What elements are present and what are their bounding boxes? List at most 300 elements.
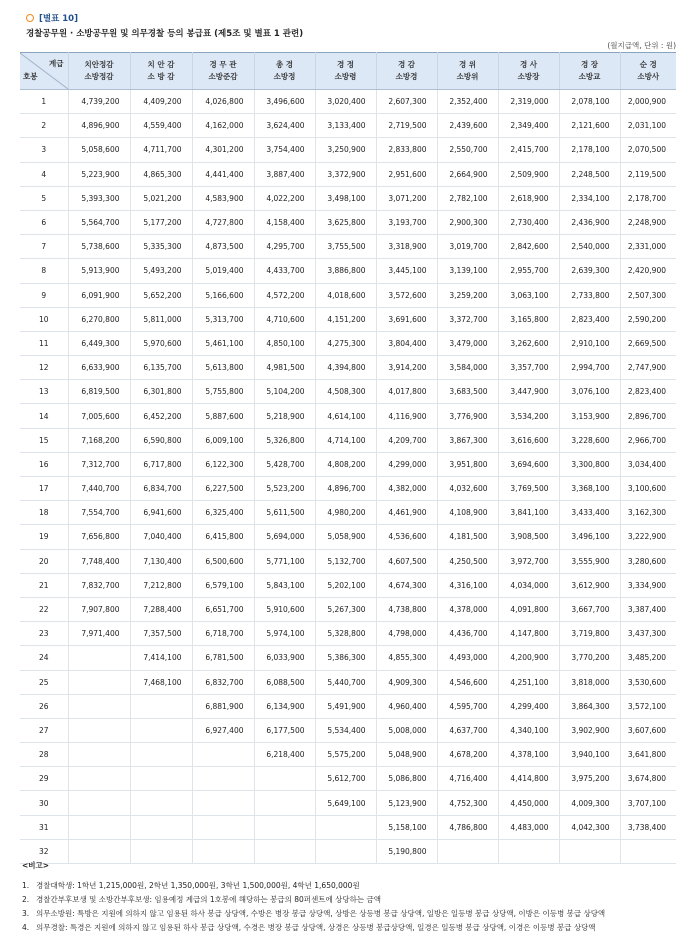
salary-cell: 4,018,600	[315, 283, 376, 307]
salary-cell: 4,536,600	[376, 525, 437, 549]
salary-cell: 4,301,200	[192, 138, 254, 162]
step-cell: 31	[20, 815, 68, 839]
salary-cell: 3,612,900	[559, 573, 620, 597]
salary-cell: 5,611,500	[254, 501, 315, 525]
salary-cell: 5,218,900	[254, 404, 315, 428]
salary-cell: 3,867,300	[437, 428, 498, 452]
salary-cell: 6,088,500	[254, 670, 315, 694]
table-row	[20, 356, 676, 380]
salary-cell: 4,295,700	[254, 235, 315, 259]
notes-list	[22, 881, 605, 933]
salary-cell: 3,372,700	[437, 307, 498, 331]
salary-cell: 4,026,800	[192, 90, 254, 114]
salary-cell: 6,270,800	[68, 307, 130, 331]
salary-cell: 3,972,700	[498, 549, 559, 573]
appendix-label: [별표 10]	[39, 14, 78, 24]
salary-cell: 4,017,800	[376, 380, 437, 404]
salary-cell: 6,449,300	[68, 331, 130, 355]
salary-cell: 4,727,800	[192, 210, 254, 234]
salary-cell: 6,122,300	[192, 452, 254, 476]
salary-cell: 2,966,700	[620, 428, 676, 452]
table-row	[20, 259, 676, 283]
salary-cell: 2,951,600	[376, 162, 437, 186]
salary-cell: 4,873,500	[192, 235, 254, 259]
unit-note: (월지급액, 단위 : 원)	[607, 41, 676, 50]
salary-cell: 3,886,800	[315, 259, 376, 283]
salary-cell: 4,181,500	[437, 525, 498, 549]
column-header	[254, 53, 315, 90]
salary-cell: 6,781,500	[192, 646, 254, 670]
salary-cell: 3,387,400	[620, 597, 676, 621]
salary-cell: 4,209,700	[376, 428, 437, 452]
table-row	[20, 477, 676, 501]
salary-cell	[254, 815, 315, 839]
note-number: 2.	[22, 895, 30, 904]
salary-cell: 5,694,000	[254, 525, 315, 549]
salary-cell: 2,439,600	[437, 114, 498, 138]
salary-cell: 6,135,700	[130, 356, 192, 380]
salary-cell: 3,887,400	[254, 162, 315, 186]
salary-cell: 3,063,100	[498, 283, 559, 307]
salary-cell: 3,755,500	[315, 235, 376, 259]
salary-cell: 6,227,500	[192, 477, 254, 501]
salary-cell: 5,652,200	[130, 283, 192, 307]
salary-cell: 3,357,700	[498, 356, 559, 380]
document-title: 경찰공무원 · 소방공무원 및 의무경찰 등의 봉급표 (제5조 및 별표 1 관련)	[26, 29, 304, 39]
salary-cell: 4,786,800	[437, 815, 498, 839]
step-cell: 26	[20, 694, 68, 718]
step-cell: 32	[20, 839, 68, 863]
column-header	[192, 53, 254, 90]
salary-cell: 3,153,900	[559, 404, 620, 428]
salary-cell: 7,130,400	[130, 549, 192, 573]
salary-cell: 4,960,400	[376, 694, 437, 718]
salary-cell: 7,357,500	[130, 622, 192, 646]
note-number: 4.	[22, 923, 30, 932]
salary-cell: 5,649,100	[315, 791, 376, 815]
step-cell: 20	[20, 549, 68, 573]
salary-cell	[68, 670, 130, 694]
salary-cell: 3,625,800	[315, 210, 376, 234]
salary-cell: 2,119,500	[620, 162, 676, 186]
step-cell: 18	[20, 501, 68, 525]
note-item	[22, 909, 605, 919]
notes-section	[22, 860, 605, 933]
salary-cell: 5,493,200	[130, 259, 192, 283]
salary-cell: 6,415,800	[192, 525, 254, 549]
salary-cell: 3,951,800	[437, 452, 498, 476]
salary-cell: 4,980,200	[315, 501, 376, 525]
salary-cell	[192, 743, 254, 767]
step-cell: 3	[20, 138, 68, 162]
salary-cell: 4,855,300	[376, 646, 437, 670]
salary-cell: 3,100,600	[620, 477, 676, 501]
salary-cell: 5,267,300	[315, 597, 376, 621]
step-cell: 28	[20, 743, 68, 767]
note-item	[22, 895, 605, 905]
salary-cell: 3,479,000	[437, 331, 498, 355]
salary-cell: 7,832,700	[68, 573, 130, 597]
step-cell: 2	[20, 114, 68, 138]
salary-cell: 4,200,900	[498, 646, 559, 670]
column-header	[437, 53, 498, 90]
salary-cell: 5,058,600	[68, 138, 130, 162]
salary-cell: 4,394,800	[315, 356, 376, 380]
salary-cell: 5,177,200	[130, 210, 192, 234]
salary-cell: 3,496,600	[254, 90, 315, 114]
salary-cell: 4,116,900	[376, 404, 437, 428]
fire-rank-label: 소 방 감	[147, 72, 175, 81]
salary-cell	[315, 815, 376, 839]
salary-cell	[130, 718, 192, 742]
police-rank-label: 총 경	[275, 60, 294, 69]
salary-cell: 6,651,700	[192, 597, 254, 621]
note-text: 경찰간부후보생 및 소방간부후보생: 임용예정 계급의 1호봉에 해당하는 봉급의 80퍼센트에 상당하는 금액	[36, 895, 381, 904]
note-text: 의무경찰: 특경은 지원에 의하지 않고 임용된 하사 봉급 상당액, 수경은 병장 봉급 상당액, 상경은 상등병 봉급상당액, 일경은 일등병 봉급 상당액, 이경은 이등병 봉급 상당액	[36, 923, 596, 932]
step-cell: 21	[20, 573, 68, 597]
salary-cell: 4,637,700	[437, 718, 498, 742]
salary-cell: 3,914,200	[376, 356, 437, 380]
salary-cell: 2,719,500	[376, 114, 437, 138]
salary-cell: 5,328,800	[315, 622, 376, 646]
salary-cell: 6,500,600	[192, 549, 254, 573]
salary-cell: 4,896,900	[68, 114, 130, 138]
salary-cell: 2,664,900	[437, 162, 498, 186]
table-row	[20, 235, 676, 259]
note-text: 경찰대학생: 1학년 1,215,000원, 2학년 1,350,000원, 3학년 1,500,000원, 4학년 1,650,000원	[36, 881, 360, 890]
note-item	[22, 923, 605, 933]
salary-cell: 4,299,000	[376, 452, 437, 476]
column-header	[68, 53, 130, 90]
step-corner-label: 호봉	[23, 72, 38, 81]
salary-cell: 2,178,100	[559, 138, 620, 162]
salary-cell: 5,428,700	[254, 452, 315, 476]
salary-cell: 3,139,100	[437, 259, 498, 283]
salary-cell: 3,019,700	[437, 235, 498, 259]
salary-cell: 3,318,900	[376, 235, 437, 259]
salary-cell: 3,975,200	[559, 767, 620, 791]
salary-cell: 2,842,600	[498, 235, 559, 259]
salary-cell: 3,076,100	[559, 380, 620, 404]
note-number: 1.	[22, 881, 30, 890]
salary-cell: 5,564,700	[68, 210, 130, 234]
table-row	[20, 549, 676, 573]
salary-cell: 4,378,000	[437, 597, 498, 621]
salary-cell: 3,804,400	[376, 331, 437, 355]
salary-cell: 4,546,600	[437, 670, 498, 694]
salary-cell: 2,415,700	[498, 138, 559, 162]
salary-cell	[130, 767, 192, 791]
document-header	[26, 12, 303, 39]
salary-cell: 4,091,800	[498, 597, 559, 621]
salary-cell: 4,493,000	[437, 646, 498, 670]
salary-cell: 3,447,900	[498, 380, 559, 404]
police-rank-label: 경 무 관	[209, 60, 237, 69]
salary-cell: 2,550,700	[437, 138, 498, 162]
step-cell: 6	[20, 210, 68, 234]
salary-cell	[620, 839, 676, 863]
salary-cell: 5,970,600	[130, 331, 192, 355]
salary-cell: 3,445,100	[376, 259, 437, 283]
salary-cell: 3,300,800	[559, 452, 620, 476]
notes-title: <비고>	[22, 861, 50, 870]
salary-cell: 4,595,700	[437, 694, 498, 718]
salary-cell: 3,776,900	[437, 404, 498, 428]
salary-cell: 3,624,400	[254, 114, 315, 138]
salary-cell: 4,483,000	[498, 815, 559, 839]
salary-cell: 3,572,100	[620, 694, 676, 718]
table-row	[20, 138, 676, 162]
salary-cell: 2,031,100	[620, 114, 676, 138]
note-number: 3.	[22, 909, 30, 918]
table-row	[20, 743, 676, 767]
salary-cell: 4,739,200	[68, 90, 130, 114]
salary-cell: 6,301,800	[130, 380, 192, 404]
salary-cell: 2,540,000	[559, 235, 620, 259]
salary-cell: 4,850,100	[254, 331, 315, 355]
salary-cell	[254, 791, 315, 815]
salary-cell: 5,910,600	[254, 597, 315, 621]
step-cell: 1	[20, 90, 68, 114]
police-rank-label: 치 안 감	[147, 60, 175, 69]
salary-cell: 3,162,300	[620, 501, 676, 525]
salary-cell: 3,496,100	[559, 525, 620, 549]
step-cell: 11	[20, 331, 68, 355]
table-row	[20, 767, 676, 791]
salary-cell: 4,614,100	[315, 404, 376, 428]
table-body	[20, 90, 676, 864]
fire-rank-label: 소방준감	[208, 72, 238, 81]
salary-cell: 4,158,400	[254, 210, 315, 234]
salary-cell: 5,491,900	[315, 694, 376, 718]
salary-cell: 3,902,900	[559, 718, 620, 742]
column-header	[559, 53, 620, 90]
step-cell: 13	[20, 380, 68, 404]
table-row	[20, 452, 676, 476]
salary-cell: 3,908,500	[498, 525, 559, 549]
salary-cell: 7,288,400	[130, 597, 192, 621]
salary-cell: 3,770,200	[559, 646, 620, 670]
salary-cell: 3,133,400	[315, 114, 376, 138]
table-row	[20, 815, 676, 839]
salary-cell: 7,440,700	[68, 477, 130, 501]
salary-cell: 5,326,800	[254, 428, 315, 452]
salary-cell: 3,754,400	[254, 138, 315, 162]
salary-cell: 5,887,600	[192, 404, 254, 428]
salary-cell: 4,340,100	[498, 718, 559, 742]
salary-cell: 4,508,300	[315, 380, 376, 404]
table-row	[20, 525, 676, 549]
salary-cell: 5,019,400	[192, 259, 254, 283]
salary-cell: 2,352,400	[437, 90, 498, 114]
salary-cell: 5,755,800	[192, 380, 254, 404]
salary-cell: 2,507,300	[620, 283, 676, 307]
salary-cell: 6,590,800	[130, 428, 192, 452]
step-cell: 5	[20, 186, 68, 210]
salary-cell: 3,485,200	[620, 646, 676, 670]
salary-cell	[130, 694, 192, 718]
salary-cell: 6,033,900	[254, 646, 315, 670]
column-header	[315, 53, 376, 90]
step-cell: 17	[20, 477, 68, 501]
salary-cell: 6,718,700	[192, 622, 254, 646]
fire-rank-label: 소방장	[517, 72, 540, 81]
salary-cell: 4,865,300	[130, 162, 192, 186]
table-row	[20, 597, 676, 621]
police-rank-label: 경 사	[519, 60, 538, 69]
salary-cell	[68, 767, 130, 791]
salary-cell: 3,864,300	[559, 694, 620, 718]
salary-cell: 4,607,500	[376, 549, 437, 573]
salary-cell: 7,554,700	[68, 501, 130, 525]
salary-cell: 3,691,600	[376, 307, 437, 331]
salary-cell: 5,021,200	[130, 186, 192, 210]
salary-cell: 4,808,200	[315, 452, 376, 476]
salary-cell: 2,747,900	[620, 356, 676, 380]
column-header	[130, 53, 192, 90]
salary-cell: 2,900,300	[437, 210, 498, 234]
table-row	[20, 718, 676, 742]
salary-cell: 3,368,100	[559, 477, 620, 501]
salary-cell: 4,147,800	[498, 622, 559, 646]
step-cell: 7	[20, 235, 68, 259]
salary-cell: 4,436,700	[437, 622, 498, 646]
salary-cell: 6,633,900	[68, 356, 130, 380]
salary-cell: 2,910,100	[559, 331, 620, 355]
salary-cell: 4,896,700	[315, 477, 376, 501]
salary-cell: 4,572,200	[254, 283, 315, 307]
table-row	[20, 622, 676, 646]
salary-cell: 3,667,700	[559, 597, 620, 621]
salary-cell: 5,386,300	[315, 646, 376, 670]
salary-cell: 5,132,700	[315, 549, 376, 573]
salary-cell: 3,280,600	[620, 549, 676, 573]
salary-cell: 4,674,300	[376, 573, 437, 597]
salary-cell: 2,070,500	[620, 138, 676, 162]
salary-cell: 5,575,200	[315, 743, 376, 767]
rank-corner-label: 계급	[49, 59, 64, 68]
salary-cell: 2,618,900	[498, 186, 559, 210]
salary-cell: 4,032,600	[437, 477, 498, 501]
salary-cell: 2,319,000	[498, 90, 559, 114]
salary-cell: 3,259,200	[437, 283, 498, 307]
salary-cell: 3,607,600	[620, 718, 676, 742]
salary-cell: 7,414,100	[130, 646, 192, 670]
table-row	[20, 90, 676, 114]
salary-cell	[68, 743, 130, 767]
salary-cell: 4,162,000	[192, 114, 254, 138]
salary-cell: 6,452,200	[130, 404, 192, 428]
salary-cell: 2,334,100	[559, 186, 620, 210]
salary-cell: 2,823,400	[559, 307, 620, 331]
salary-cell: 6,134,900	[254, 694, 315, 718]
police-rank-label: 경 장	[580, 60, 599, 69]
salary-cell: 5,104,200	[254, 380, 315, 404]
salary-cell: 3,555,900	[559, 549, 620, 573]
step-cell: 19	[20, 525, 68, 549]
salary-cell: 2,823,400	[620, 380, 676, 404]
salary-cell: 7,040,400	[130, 525, 192, 549]
salary-cell: 2,896,700	[620, 404, 676, 428]
salary-cell: 2,248,500	[559, 162, 620, 186]
table-row	[20, 404, 676, 428]
salary-cell: 5,008,000	[376, 718, 437, 742]
salary-cell: 6,927,400	[192, 718, 254, 742]
table-row	[20, 573, 676, 597]
salary-cell: 3,616,600	[498, 428, 559, 452]
salary-cell: 4,678,200	[437, 743, 498, 767]
table-row	[20, 283, 676, 307]
note-text: 의무소방원: 특방은 지원에 의하지 않고 임용된 하사 봉급 상당액, 수방은 병장 봉급 상당액, 상방은 상등병 봉급 상당액, 일방은 일등병 봉급 상당액, 이방은 이등병 봉급 상당액	[36, 909, 606, 918]
salary-cell: 5,534,400	[315, 718, 376, 742]
salary-cell: 5,058,900	[315, 525, 376, 549]
salary-cell: 4,583,900	[192, 186, 254, 210]
salary-cell: 2,833,800	[376, 138, 437, 162]
salary-cell: 2,955,700	[498, 259, 559, 283]
salary-cell: 4,981,500	[254, 356, 315, 380]
salary-cell: 4,752,300	[437, 791, 498, 815]
salary-cell: 4,275,300	[315, 331, 376, 355]
police-rank-label: 순 경	[639, 60, 657, 69]
step-cell: 22	[20, 597, 68, 621]
salary-cell: 3,818,000	[559, 670, 620, 694]
salary-cell: 5,123,900	[376, 791, 437, 815]
salary-cell: 3,584,000	[437, 356, 498, 380]
salary-cell: 4,909,300	[376, 670, 437, 694]
salary-cell: 6,009,100	[192, 428, 254, 452]
table-row	[20, 210, 676, 234]
fire-rank-label: 소방위	[456, 72, 479, 81]
salary-cell: 2,248,900	[620, 210, 676, 234]
salary-cell: 4,034,000	[498, 573, 559, 597]
salary-cell: 4,409,200	[130, 90, 192, 114]
table-row	[20, 307, 676, 331]
salary-cell: 2,994,700	[559, 356, 620, 380]
salary-cell: 5,166,600	[192, 283, 254, 307]
salary-cell	[254, 767, 315, 791]
salary-cell: 5,843,100	[254, 573, 315, 597]
salary-cell: 5,313,700	[192, 307, 254, 331]
salary-cell: 2,733,800	[559, 283, 620, 307]
salary-cell: 3,437,300	[620, 622, 676, 646]
salary-cell: 5,440,700	[315, 670, 376, 694]
salary-cell: 2,000,900	[620, 90, 676, 114]
fire-rank-label: 소방사	[637, 72, 660, 81]
salary-cell: 2,590,200	[620, 307, 676, 331]
salary-cell: 3,641,800	[620, 743, 676, 767]
salary-cell: 6,881,900	[192, 694, 254, 718]
salary-cell: 3,707,100	[620, 791, 676, 815]
salary-cell: 3,222,900	[620, 525, 676, 549]
salary-cell: 2,607,300	[376, 90, 437, 114]
salary-cell: 4,714,100	[315, 428, 376, 452]
salary-cell: 4,316,100	[437, 573, 498, 597]
salary-cell: 4,433,700	[254, 259, 315, 283]
salary-cell: 3,034,400	[620, 452, 676, 476]
salary-cell: 2,178,700	[620, 186, 676, 210]
salary-cell: 5,335,300	[130, 235, 192, 259]
salary-cell: 4,151,200	[315, 307, 376, 331]
salary-cell: 3,572,600	[376, 283, 437, 307]
bullet-circle-icon	[26, 14, 34, 22]
table-row	[20, 380, 676, 404]
salary-cell: 5,223,900	[68, 162, 130, 186]
table-row	[20, 428, 676, 452]
salary-cell: 4,009,300	[559, 791, 620, 815]
salary-cell: 3,534,200	[498, 404, 559, 428]
step-cell: 24	[20, 646, 68, 670]
salary-cell	[68, 791, 130, 815]
